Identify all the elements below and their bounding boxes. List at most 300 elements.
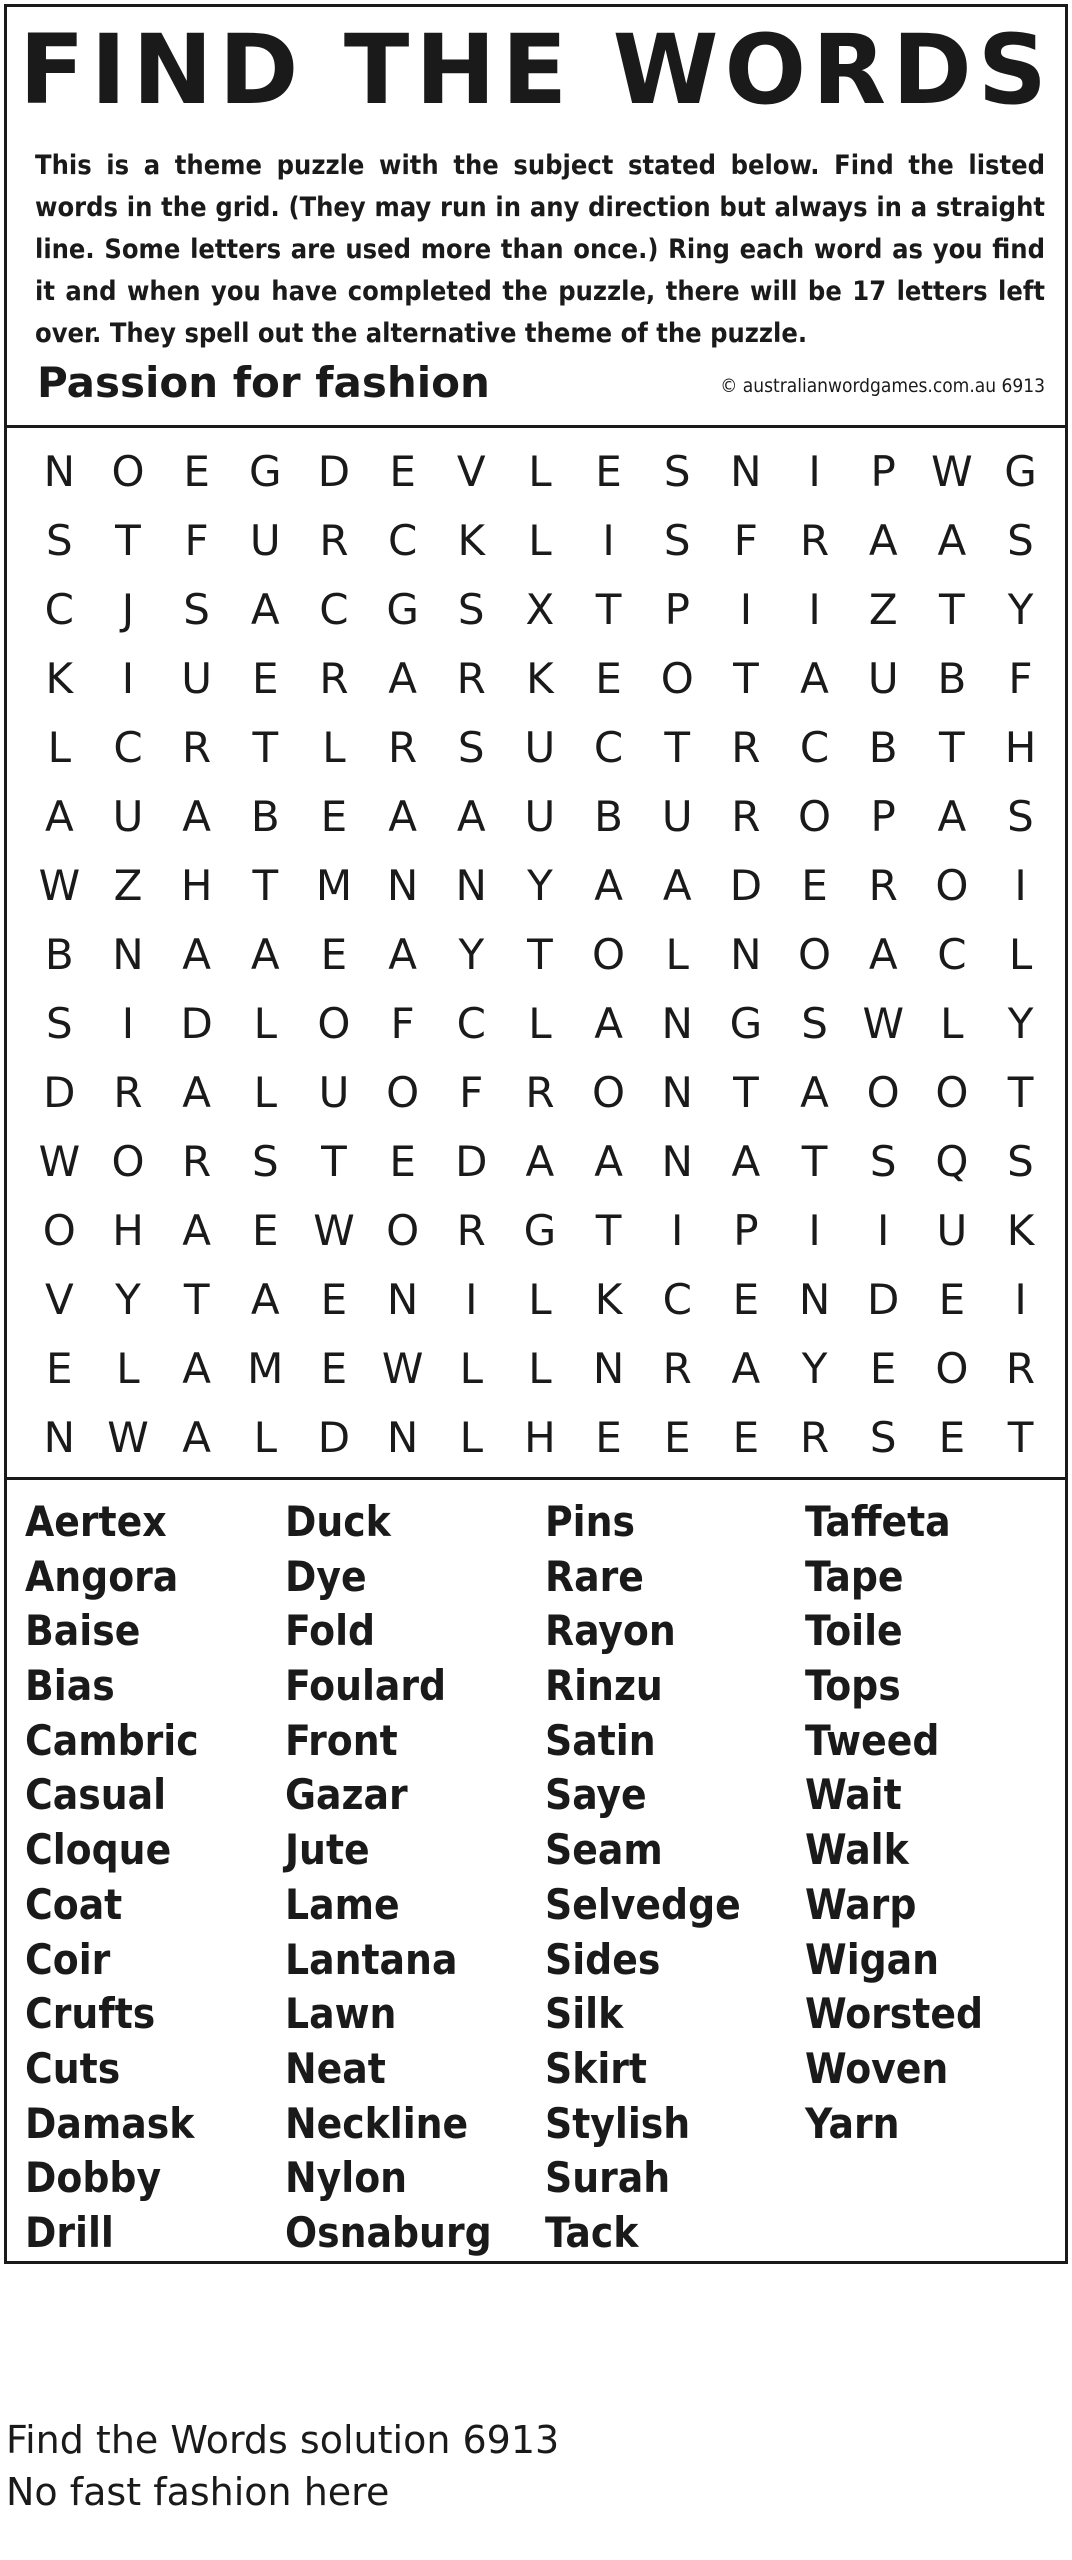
word-list-item: Pins bbox=[545, 1497, 636, 1546]
word-list-item: Jute bbox=[285, 1825, 370, 1875]
grid-letter[interactable]: B bbox=[44, 930, 74, 979]
grid-letter[interactable]: V bbox=[456, 447, 486, 496]
word-list-item: Saye bbox=[545, 1770, 647, 1820]
grid-letter[interactable]: A bbox=[250, 585, 280, 634]
grid-letter[interactable]: N bbox=[386, 861, 419, 910]
grid-letter[interactable]: A bbox=[388, 792, 417, 841]
grid-letter[interactable]: D bbox=[180, 999, 213, 1048]
grid-letter[interactable]: P bbox=[664, 585, 690, 634]
grid-letter[interactable]: Z bbox=[868, 585, 898, 634]
grid-letter[interactable]: L bbox=[528, 1344, 552, 1393]
grid-row bbox=[25, 1196, 1055, 1265]
grid-letter[interactable]: L bbox=[253, 1068, 277, 1117]
grid-row bbox=[25, 713, 1055, 782]
grid-letter[interactable]: C bbox=[319, 585, 349, 634]
grid-letter[interactable]: A bbox=[937, 792, 967, 841]
word-list-item: Yarn bbox=[805, 2098, 900, 2148]
word-list bbox=[25, 1495, 1065, 2261]
grid-letter[interactable]: A bbox=[731, 1344, 761, 1393]
grid-letter[interactable]: H bbox=[524, 1413, 556, 1462]
grid-letter[interactable]: G bbox=[729, 999, 763, 1048]
word-list-item: Gazar bbox=[285, 1770, 408, 1820]
grid-letter[interactable]: A bbox=[250, 930, 280, 979]
grid-letter[interactable]: T bbox=[252, 723, 279, 772]
grid-letter[interactable]: I bbox=[808, 585, 821, 634]
grid-letter[interactable]: Y bbox=[115, 1275, 141, 1324]
grid-row bbox=[25, 1265, 1055, 1334]
grid-letter[interactable]: A bbox=[182, 1413, 211, 1462]
grid-letter[interactable]: A bbox=[182, 1344, 211, 1393]
word-list-item: Lame bbox=[285, 1879, 400, 1929]
word-column bbox=[285, 1495, 545, 2261]
grid-letter[interactable]: C bbox=[44, 585, 74, 634]
grid-letter[interactable]: L bbox=[253, 999, 277, 1048]
grid-letter[interactable]: A bbox=[594, 1137, 623, 1186]
grid-letter[interactable]: A bbox=[44, 792, 74, 841]
grid-letter[interactable]: A bbox=[937, 516, 967, 565]
word-list-item: Taffeta bbox=[805, 1497, 951, 1546]
grid-letter[interactable]: R bbox=[662, 1344, 692, 1393]
grid-letter[interactable]: T bbox=[595, 585, 622, 634]
grid-letter[interactable]: T bbox=[733, 1068, 759, 1117]
grid-letter[interactable]: I bbox=[808, 447, 821, 496]
grid-letter[interactable]: E bbox=[595, 1413, 622, 1462]
grid-letter[interactable]: I bbox=[671, 1206, 684, 1255]
grid-letter[interactable]: Y bbox=[527, 861, 553, 910]
grid-letter[interactable]: E bbox=[801, 861, 828, 910]
solution-line: Find the Words solution 6913 bbox=[6, 2418, 560, 2462]
grid-letter[interactable]: T bbox=[115, 516, 141, 565]
grid-letter[interactable]: F bbox=[1008, 654, 1033, 703]
grid-letter[interactable]: R bbox=[525, 1068, 555, 1117]
grid-letter[interactable]: O bbox=[660, 654, 694, 703]
grid-letter[interactable]: O bbox=[386, 1068, 420, 1117]
grid-letter[interactable]: U bbox=[524, 723, 556, 772]
grid-row bbox=[25, 1058, 1055, 1127]
grid-letter[interactable]: D bbox=[455, 1137, 488, 1186]
grid-letter[interactable]: L bbox=[665, 930, 689, 979]
word-list-item: Woven bbox=[805, 2043, 949, 2093]
grid-letter[interactable]: M bbox=[315, 861, 353, 910]
grid-row bbox=[25, 1127, 1055, 1196]
grid-letter[interactable]: L bbox=[528, 999, 552, 1048]
grid-letter[interactable]: L bbox=[253, 1413, 277, 1462]
word-list-item: Warp bbox=[805, 1879, 917, 1929]
word-list-item: Skirt bbox=[545, 2043, 647, 2093]
grid-letter[interactable]: N bbox=[592, 1344, 625, 1393]
grid-letter[interactable]: L bbox=[116, 1344, 140, 1393]
grid-letter[interactable]: E bbox=[938, 1275, 966, 1324]
grid-letter[interactable]: O bbox=[798, 930, 832, 979]
grid-letter[interactable]: R bbox=[868, 861, 898, 910]
grid-letter[interactable]: B bbox=[594, 792, 623, 841]
instructions-text: This is a theme puzzle with the subject stated below. Find the listed words in the grid. (They may run in any direction but always in a straight line. Some letters are used more than once.) Ring each word as you find it and when you have completed the puzzle, there will be 17 letters left over. They spell out the alternative theme of the puzzle. bbox=[35, 150, 1045, 349]
grid-letter[interactable]: W bbox=[38, 861, 81, 910]
grid-letter[interactable]: N bbox=[43, 447, 76, 496]
grid-letter[interactable]: R bbox=[731, 792, 761, 841]
word-column bbox=[545, 1495, 805, 2261]
grid-letter[interactable]: D bbox=[43, 1068, 76, 1117]
grid-letter[interactable]: E bbox=[595, 654, 622, 703]
grid-letter[interactable]: Y bbox=[801, 1344, 828, 1393]
grid-letter[interactable]: T bbox=[183, 1275, 210, 1324]
grid-letter[interactable]: K bbox=[1006, 1206, 1035, 1255]
grid-letter[interactable]: E bbox=[938, 1413, 966, 1462]
grid-letter[interactable]: T bbox=[527, 930, 553, 979]
grid-letter[interactable]: T bbox=[939, 723, 965, 772]
word-list-item: Sides bbox=[545, 1934, 661, 1984]
grid-letter[interactable]: T bbox=[939, 585, 965, 634]
grid-letter[interactable]: S bbox=[663, 516, 691, 565]
grid-letter[interactable]: J bbox=[121, 585, 135, 634]
grid-letter[interactable]: H bbox=[180, 861, 213, 910]
grid-letter[interactable]: A bbox=[800, 1068, 829, 1117]
word-list-item: Front bbox=[285, 1715, 398, 1765]
grid-letter[interactable]: S bbox=[251, 1137, 279, 1186]
grid-letter[interactable]: R bbox=[799, 1413, 830, 1462]
grid-letter[interactable]: I bbox=[465, 1275, 478, 1324]
grid-letter[interactable]: N bbox=[730, 930, 762, 979]
grid-letter[interactable]: A bbox=[594, 999, 623, 1048]
grid-letter[interactable]: D bbox=[729, 861, 763, 910]
grid-letter[interactable]: A bbox=[388, 930, 417, 979]
grid-letter[interactable]: S bbox=[183, 585, 210, 634]
grid-letter[interactable]: S bbox=[869, 1137, 897, 1186]
grid-letter[interactable]: P bbox=[870, 792, 896, 841]
grid-letter[interactable]: O bbox=[592, 1068, 626, 1117]
grid-letter[interactable]: I bbox=[121, 654, 135, 703]
grid-row bbox=[25, 506, 1055, 575]
grid-letter[interactable]: R bbox=[799, 516, 830, 565]
word-list-item: Nylon bbox=[285, 2153, 408, 2203]
grid-letter[interactable]: I bbox=[808, 1206, 821, 1255]
grid-letter[interactable]: A bbox=[388, 654, 417, 703]
grid-letter[interactable]: E bbox=[320, 792, 348, 841]
grid-letter[interactable]: B bbox=[937, 654, 967, 703]
grid-letter[interactable]: L bbox=[47, 723, 72, 772]
grid-letter[interactable]: E bbox=[732, 1413, 760, 1462]
grid-letter[interactable]: T bbox=[664, 723, 691, 772]
grid-letter[interactable]: O bbox=[592, 930, 626, 979]
word-list-item: Coat bbox=[25, 1879, 123, 1929]
grid-letter[interactable]: R bbox=[731, 723, 761, 772]
grid-letter[interactable]: I bbox=[877, 1206, 890, 1255]
grid-letter[interactable]: S bbox=[1007, 516, 1034, 565]
word-list-item: Rare bbox=[545, 1551, 644, 1601]
grid-letter[interactable]: N bbox=[798, 1275, 831, 1324]
word-list-item: Satin bbox=[545, 1715, 656, 1765]
grid-letter[interactable]: S bbox=[457, 585, 485, 634]
grid-letter[interactable]: S bbox=[1007, 792, 1034, 841]
grid-letter[interactable]: E bbox=[46, 1344, 73, 1393]
grid-letter[interactable]: O bbox=[935, 861, 969, 910]
grid-letter[interactable]: W bbox=[38, 1137, 81, 1186]
grid-letter[interactable]: C bbox=[387, 516, 418, 565]
grid-letter[interactable]: D bbox=[317, 1413, 351, 1462]
word-list-item: Neat bbox=[285, 2043, 386, 2093]
grid-letter[interactable]: L bbox=[528, 516, 552, 565]
grid-letter[interactable]: K bbox=[594, 1275, 623, 1324]
grid-letter[interactable]: T bbox=[1007, 1413, 1034, 1462]
word-list-item: Tweed bbox=[805, 1715, 940, 1765]
grid-bottom-divider bbox=[7, 1477, 1065, 1480]
grid-letter[interactable]: W bbox=[107, 1413, 149, 1462]
grid-letter[interactable]: C bbox=[113, 723, 143, 772]
grid-letter[interactable]: D bbox=[317, 447, 351, 496]
solution-note bbox=[6, 2414, 559, 2518]
word-list-item: Angora bbox=[25, 1551, 179, 1601]
theme-heading: Passion for fashion bbox=[37, 358, 490, 407]
grid-letter[interactable]: R bbox=[113, 1068, 143, 1117]
grid-letter[interactable]: C bbox=[456, 999, 486, 1048]
grid-letter[interactable]: K bbox=[457, 516, 486, 565]
grid-letter[interactable]: A bbox=[525, 1137, 555, 1186]
grid-letter[interactable]: E bbox=[732, 1275, 760, 1324]
grid-letter[interactable]: F bbox=[733, 516, 758, 565]
grid-letter[interactable]: I bbox=[121, 999, 135, 1048]
grid-letter[interactable]: N bbox=[386, 1413, 419, 1462]
word-list-item: Lawn bbox=[285, 1989, 397, 2039]
grid-letter[interactable]: A bbox=[456, 792, 486, 841]
grid-row bbox=[25, 851, 1055, 920]
grid-letter[interactable]: H bbox=[112, 1206, 144, 1255]
word-list-item: Cambric bbox=[25, 1715, 199, 1765]
word-list-item: Foulard bbox=[285, 1661, 447, 1711]
grid-letter[interactable]: O bbox=[111, 447, 145, 496]
word-list-item: Cloque bbox=[25, 1825, 172, 1875]
grid-letter[interactable]: E bbox=[320, 1344, 348, 1393]
grid-letter[interactable]: P bbox=[870, 447, 896, 496]
grid-letter[interactable]: A bbox=[868, 516, 898, 565]
grid-letter[interactable]: N bbox=[386, 1275, 419, 1324]
grid-letter[interactable]: R bbox=[319, 654, 349, 703]
grid-letter[interactable]: S bbox=[45, 999, 73, 1048]
grid-letter[interactable]: C bbox=[799, 723, 830, 772]
grid-letter[interactable]: W bbox=[381, 1344, 424, 1393]
grid-letter[interactable]: U bbox=[249, 516, 281, 565]
grid-letter[interactable]: G bbox=[386, 585, 419, 634]
grid-letter[interactable]: R bbox=[182, 1137, 212, 1186]
grid-letter[interactable]: E bbox=[389, 447, 416, 496]
grid-letter[interactable]: E bbox=[252, 1206, 279, 1255]
grid-letter[interactable]: K bbox=[45, 654, 74, 703]
solution-answer: No fast fashion here bbox=[6, 2470, 390, 2514]
grid-letter[interactable]: U bbox=[112, 792, 144, 841]
grid-letter[interactable]: E bbox=[252, 654, 279, 703]
grid-letter[interactable]: I bbox=[739, 585, 753, 634]
grid-letter[interactable]: U bbox=[524, 792, 556, 841]
grid-letter[interactable]: A bbox=[250, 1275, 280, 1324]
grid-letter[interactable]: O bbox=[42, 1206, 76, 1255]
grid-top-divider bbox=[7, 425, 1065, 428]
grid-letter[interactable]: C bbox=[937, 930, 967, 979]
word-list-item: Coir bbox=[25, 1934, 111, 1984]
word-list-item: Stylish bbox=[545, 2098, 691, 2148]
grid-letter[interactable]: O bbox=[798, 792, 832, 841]
grid-letter[interactable]: W bbox=[862, 999, 904, 1048]
grid-letter[interactable]: B bbox=[868, 723, 898, 772]
grid-letter[interactable]: E bbox=[389, 1137, 416, 1186]
grid-letter[interactable]: N bbox=[661, 1068, 693, 1117]
grid-letter[interactable]: R bbox=[182, 723, 212, 772]
grid-letter[interactable]: A bbox=[868, 930, 898, 979]
grid-letter[interactable]: P bbox=[733, 1206, 759, 1255]
word-list-item: Baise bbox=[25, 1606, 141, 1656]
grid-letter[interactable]: E bbox=[869, 1344, 897, 1393]
grid-letter[interactable]: A bbox=[594, 861, 623, 910]
grid-letter[interactable]: U bbox=[318, 1068, 350, 1117]
word-list-item: Crufts bbox=[25, 1989, 156, 2039]
grid-letter[interactable]: S bbox=[457, 723, 485, 772]
grid-letter[interactable]: T bbox=[733, 654, 759, 703]
grid-row bbox=[25, 1334, 1055, 1403]
grid-letter[interactable]: N bbox=[730, 447, 762, 496]
grid-letter[interactable]: F bbox=[390, 999, 415, 1048]
grid-letter[interactable]: O bbox=[111, 1137, 145, 1186]
grid-letter[interactable]: I bbox=[602, 516, 615, 565]
grid-letter[interactable]: L bbox=[459, 1344, 483, 1393]
grid-letter[interactable]: S bbox=[869, 1413, 897, 1462]
grid-letter[interactable]: E bbox=[320, 930, 348, 979]
grid-letter[interactable]: L bbox=[528, 1275, 552, 1324]
grid-letter[interactable]: S bbox=[663, 447, 691, 496]
grid-letter[interactable]: R bbox=[456, 1206, 486, 1255]
grid-letter[interactable]: G bbox=[249, 447, 282, 496]
word-list-item: Tops bbox=[805, 1661, 901, 1711]
grid-letter[interactable]: A bbox=[731, 1137, 761, 1186]
grid-letter[interactable]: O bbox=[866, 1068, 900, 1117]
word-list-item: Fold bbox=[285, 1606, 376, 1656]
word-list-item: Dye bbox=[285, 1551, 367, 1601]
grid-letter[interactable]: E bbox=[320, 1275, 348, 1324]
grid-letter[interactable]: O bbox=[317, 999, 351, 1048]
grid-letter[interactable]: A bbox=[182, 1068, 211, 1117]
word-list-item: Silk bbox=[545, 1989, 624, 2039]
grid-letter[interactable]: V bbox=[44, 1275, 74, 1324]
grid-letter[interactable]: E bbox=[595, 447, 622, 496]
grid-row bbox=[25, 1403, 1055, 1472]
grid-letter[interactable]: L bbox=[459, 1413, 483, 1462]
grid-letter[interactable]: Z bbox=[113, 861, 143, 910]
word-list-item: Bias bbox=[25, 1661, 115, 1711]
grid-row bbox=[25, 989, 1055, 1058]
word-list-item: Damask bbox=[25, 2098, 195, 2148]
grid-letter[interactable]: A bbox=[662, 861, 692, 910]
grid-letter[interactable]: N bbox=[661, 1137, 693, 1186]
grid-letter[interactable]: W bbox=[313, 1206, 355, 1255]
grid-letter[interactable]: U bbox=[661, 792, 693, 841]
grid-letter[interactable]: O bbox=[935, 1068, 969, 1117]
word-list-item: Seam bbox=[545, 1825, 663, 1875]
grid-letter[interactable]: I bbox=[1014, 1275, 1027, 1324]
grid-letter[interactable]: M bbox=[247, 1344, 284, 1393]
word-list-item: Rinzu bbox=[545, 1661, 663, 1711]
grid-letter[interactable]: W bbox=[931, 447, 973, 496]
grid-letter[interactable]: T bbox=[321, 1137, 347, 1186]
grid-letter[interactable]: E bbox=[183, 447, 210, 496]
word-list-item: Duck bbox=[285, 1497, 391, 1546]
word-list-item: Worsted bbox=[805, 1989, 984, 2039]
letter-grid bbox=[25, 437, 1055, 1472]
grid-letter[interactable]: N bbox=[43, 1413, 76, 1462]
grid-letter[interactable]: R bbox=[319, 516, 349, 565]
word-list-item: Osnaburg bbox=[285, 2207, 492, 2257]
grid-letter[interactable]: L bbox=[528, 447, 552, 496]
word-list-item: Aertex bbox=[25, 1497, 167, 1546]
grid-letter[interactable]: D bbox=[867, 1275, 900, 1324]
puzzle-title: FIND THE WORDS bbox=[19, 14, 1053, 126]
grid-letter[interactable]: U bbox=[181, 654, 213, 703]
grid-letter[interactable]: G bbox=[523, 1206, 557, 1255]
grid-letter[interactable]: A bbox=[182, 930, 211, 979]
grid-letter[interactable]: L bbox=[940, 999, 964, 1048]
word-list-item: Walk bbox=[805, 1825, 909, 1875]
grid-letter[interactable]: K bbox=[526, 654, 554, 703]
grid-letter[interactable]: Y bbox=[1007, 999, 1034, 1048]
grid-letter[interactable]: X bbox=[525, 585, 555, 634]
grid-letter[interactable]: S bbox=[1007, 1137, 1034, 1186]
grid-letter[interactable]: U bbox=[936, 1206, 968, 1255]
grid-letter[interactable]: Y bbox=[458, 930, 485, 979]
grid-letter[interactable]: Y bbox=[1007, 585, 1034, 634]
grid-letter[interactable]: B bbox=[250, 792, 280, 841]
credit-text: © australianwordgames.com.au 6913 bbox=[720, 375, 1045, 397]
grid-letter[interactable]: F bbox=[459, 1068, 484, 1117]
word-list-item: Tack bbox=[545, 2207, 639, 2257]
grid-letter[interactable]: I bbox=[1014, 861, 1027, 910]
word-list-item: Cuts bbox=[25, 2043, 121, 2093]
grid-letter[interactable]: T bbox=[1007, 1068, 1034, 1117]
grid-letter[interactable]: L bbox=[1008, 930, 1033, 979]
grid-letter[interactable]: H bbox=[1004, 723, 1037, 772]
grid-letter[interactable]: R bbox=[1005, 1344, 1036, 1393]
grid-letter[interactable]: R bbox=[456, 654, 486, 703]
grid-letter[interactable]: S bbox=[45, 516, 73, 565]
word-column bbox=[805, 1495, 1065, 2261]
grid-letter[interactable]: O bbox=[935, 1344, 969, 1393]
grid-letter[interactable]: S bbox=[801, 999, 828, 1048]
grid-letter[interactable]: E bbox=[663, 1413, 691, 1462]
grid-letter[interactable]: A bbox=[182, 792, 211, 841]
word-list-item: Dobby bbox=[25, 2153, 162, 2203]
grid-letter[interactable]: F bbox=[184, 516, 209, 565]
grid-letter[interactable]: C bbox=[593, 723, 624, 772]
grid-letter[interactable]: N bbox=[455, 861, 487, 910]
grid-letter[interactable]: C bbox=[662, 1275, 692, 1324]
grid-letter[interactable]: T bbox=[801, 1137, 828, 1186]
grid-letter[interactable]: T bbox=[595, 1206, 622, 1255]
word-list-item: Toile bbox=[805, 1606, 903, 1656]
grid-letter[interactable]: G bbox=[1004, 447, 1037, 496]
word-list-item: Drill bbox=[25, 2207, 114, 2257]
grid-letter[interactable]: R bbox=[388, 723, 418, 772]
grid-letter[interactable]: N bbox=[112, 930, 144, 979]
grid-letter[interactable]: N bbox=[661, 999, 693, 1048]
grid-letter[interactable]: U bbox=[867, 654, 899, 703]
grid-letter[interactable]: Q bbox=[935, 1137, 969, 1186]
grid-row bbox=[25, 575, 1055, 644]
word-list-item: Lantana bbox=[285, 1934, 458, 1984]
grid-row bbox=[25, 437, 1055, 506]
grid-letter[interactable]: O bbox=[386, 1206, 420, 1255]
grid-letter[interactable]: L bbox=[322, 723, 346, 772]
grid-letter[interactable]: A bbox=[800, 654, 829, 703]
grid-letter[interactable]: T bbox=[252, 861, 279, 910]
word-list-item: Selvedge bbox=[545, 1879, 741, 1929]
word-list-item: Wigan bbox=[805, 1934, 940, 1984]
grid-letter[interactable]: A bbox=[182, 1206, 211, 1255]
word-list-item: Rayon bbox=[545, 1606, 676, 1656]
